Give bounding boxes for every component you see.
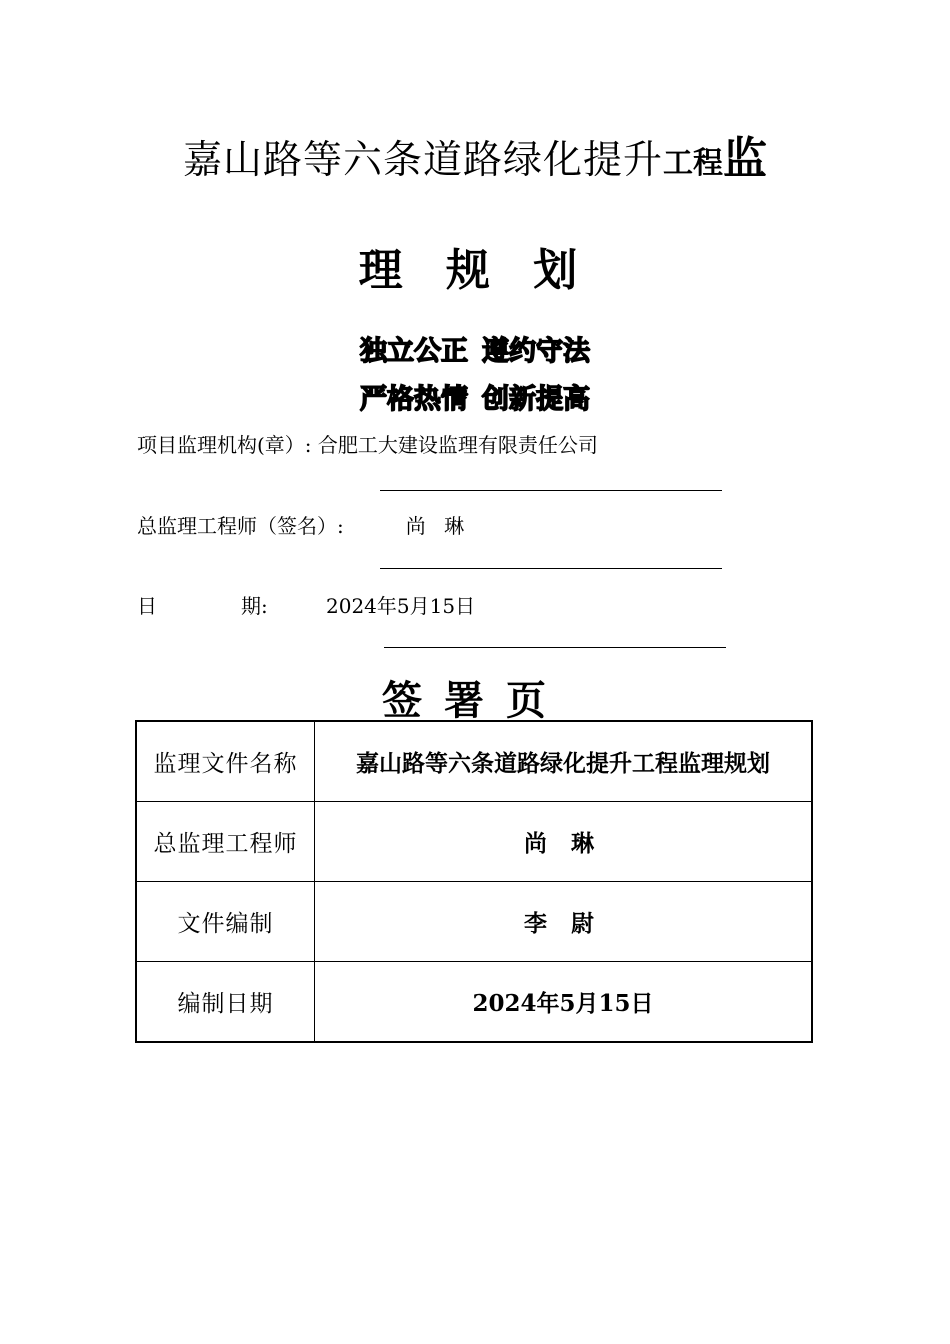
title-text-part-3: 监 xyxy=(723,133,767,184)
engineer-label: 总监理工程师（签名）: xyxy=(137,514,344,538)
signature-page-title: 签署页 xyxy=(382,677,568,724)
table-row xyxy=(136,802,812,882)
table-row xyxy=(136,721,812,802)
date-underline xyxy=(384,647,726,648)
row-key: 监理文件名称 xyxy=(136,721,315,802)
date-value: 2024年5月15日 xyxy=(326,594,476,618)
title-text-part-1: 嘉山路等六条道路绿化提升 xyxy=(182,138,663,183)
org-field xyxy=(137,431,598,459)
row-value: 李 尉 xyxy=(315,882,813,962)
row-value: 嘉山路等六条道路绿化提升工程监理规划 xyxy=(315,721,813,802)
motto-phrase: 严格热情 xyxy=(360,384,468,415)
title-text-part-2: 工程 xyxy=(663,146,723,181)
engineer-underline xyxy=(380,568,722,569)
document-title-line-2: 理 规 划 xyxy=(358,245,592,296)
motto-phrase: 独立公正 xyxy=(360,336,468,367)
engineer-value: 尚 琳 xyxy=(405,514,471,538)
motto-phrase: 遵约守法 xyxy=(482,336,590,367)
engineer-field xyxy=(137,512,470,540)
motto-line-1 xyxy=(0,334,950,370)
table-row xyxy=(136,962,812,1043)
row-value: 尚 琳 xyxy=(315,802,813,882)
row-key: 文件编制 xyxy=(136,882,315,962)
org-underline xyxy=(380,490,722,491)
date-label-2: 期: xyxy=(241,594,268,618)
row-key: 编制日期 xyxy=(136,962,315,1043)
date-field xyxy=(137,592,475,620)
motto-line-2 xyxy=(0,382,950,418)
row-key: 总监理工程师 xyxy=(136,802,315,882)
signature-table xyxy=(135,720,813,1043)
row-value: 2024年5月15日 xyxy=(315,962,813,1043)
org-label: 项目监理机构(章）: xyxy=(137,433,318,457)
motto-phrase: 创新提高 xyxy=(482,384,590,415)
date-label-1: 日 xyxy=(137,594,157,618)
org-value: 合肥工大建设监理有限责任公司 xyxy=(317,433,598,457)
document-title-line-1 xyxy=(0,126,950,197)
table-row xyxy=(136,882,812,962)
